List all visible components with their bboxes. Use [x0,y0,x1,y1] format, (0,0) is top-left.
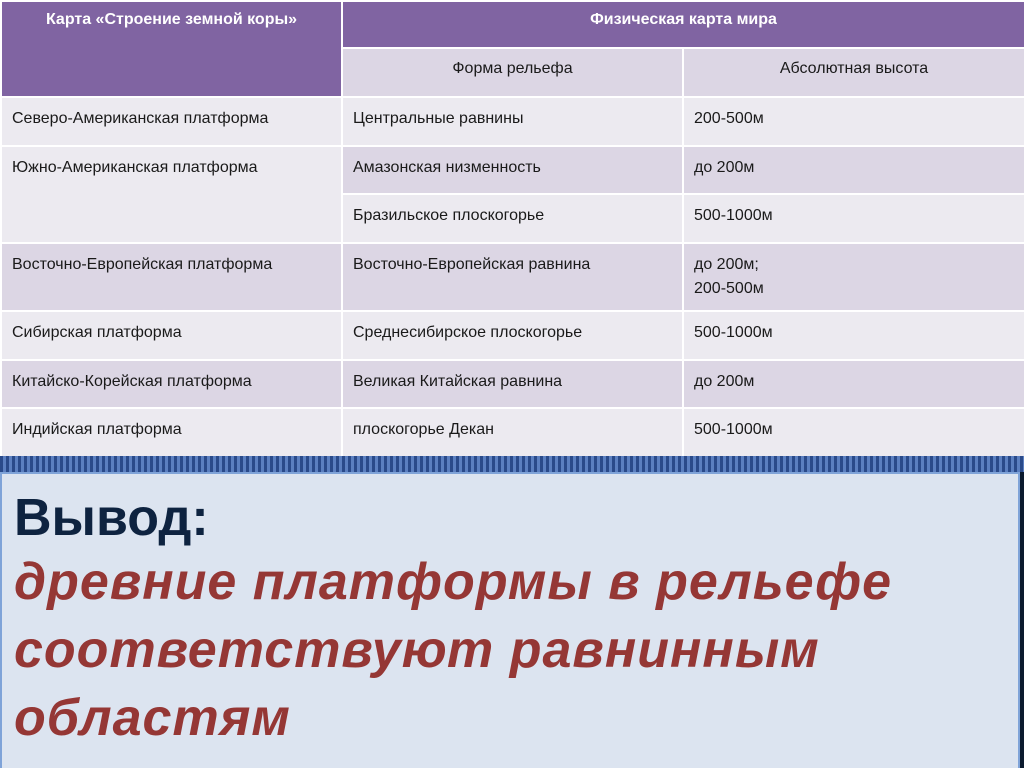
landform-cell: Великая Китайская равнина [342,360,683,408]
header-physical-map: Физическая карта мира [342,1,1024,48]
height-cell: 500-1000м [683,311,1024,360]
table-row [1,408,1024,457]
height-cell: 500-1000м [683,194,1024,243]
height-value: до 200м; [694,256,759,273]
conclusion-line: областям [14,689,291,747]
landform-cell: Центральные равнины [342,97,683,146]
decorative-divider [0,456,1024,472]
table-row [1,146,1024,194]
platform-cell: Сибирская платформа [1,311,342,360]
table-row [1,243,1024,311]
landform-cell: Восточно-Европейская равнина [342,243,683,311]
landform-cell: плоскогорье Декан [342,408,683,457]
platform-cell: Китайско-Корейская платформа [1,360,342,408]
height-cell [683,243,1024,311]
platform-cell: Восточно-Европейская платформа [1,243,342,311]
height-value: 200-500м [694,280,764,297]
height-cell: 500-1000м [683,408,1024,457]
platform-cell: Южно-Американская платформа [1,146,342,243]
landform-cell: Среднесибирское плоскогорье [342,311,683,360]
table-row [1,97,1024,146]
platform-cell: Индийская платформа [1,408,342,457]
header-crust-map: Карта «Строение земной коры» [1,1,342,97]
table-row [1,311,1024,360]
table-row [1,360,1024,408]
conclusion-box [0,472,1020,768]
header-landform: Форма рельефа [342,48,683,97]
landform-cell: Амазонская низменность [342,146,683,194]
conclusion-line: древние платформы в рельефе [14,553,893,611]
landform-cell: Бразильское плоскогорье [342,194,683,243]
height-cell: 200-500м [683,97,1024,146]
height-cell: до 200м [683,146,1024,194]
header-absolute-height: Абсолютная высота [683,48,1024,97]
conclusion-heading: Вывод: [14,489,209,547]
height-cell: до 200м [683,360,1024,408]
conclusion-line: соответствуют равнинным [14,621,820,679]
platform-cell: Северо-Американская платформа [1,97,342,146]
